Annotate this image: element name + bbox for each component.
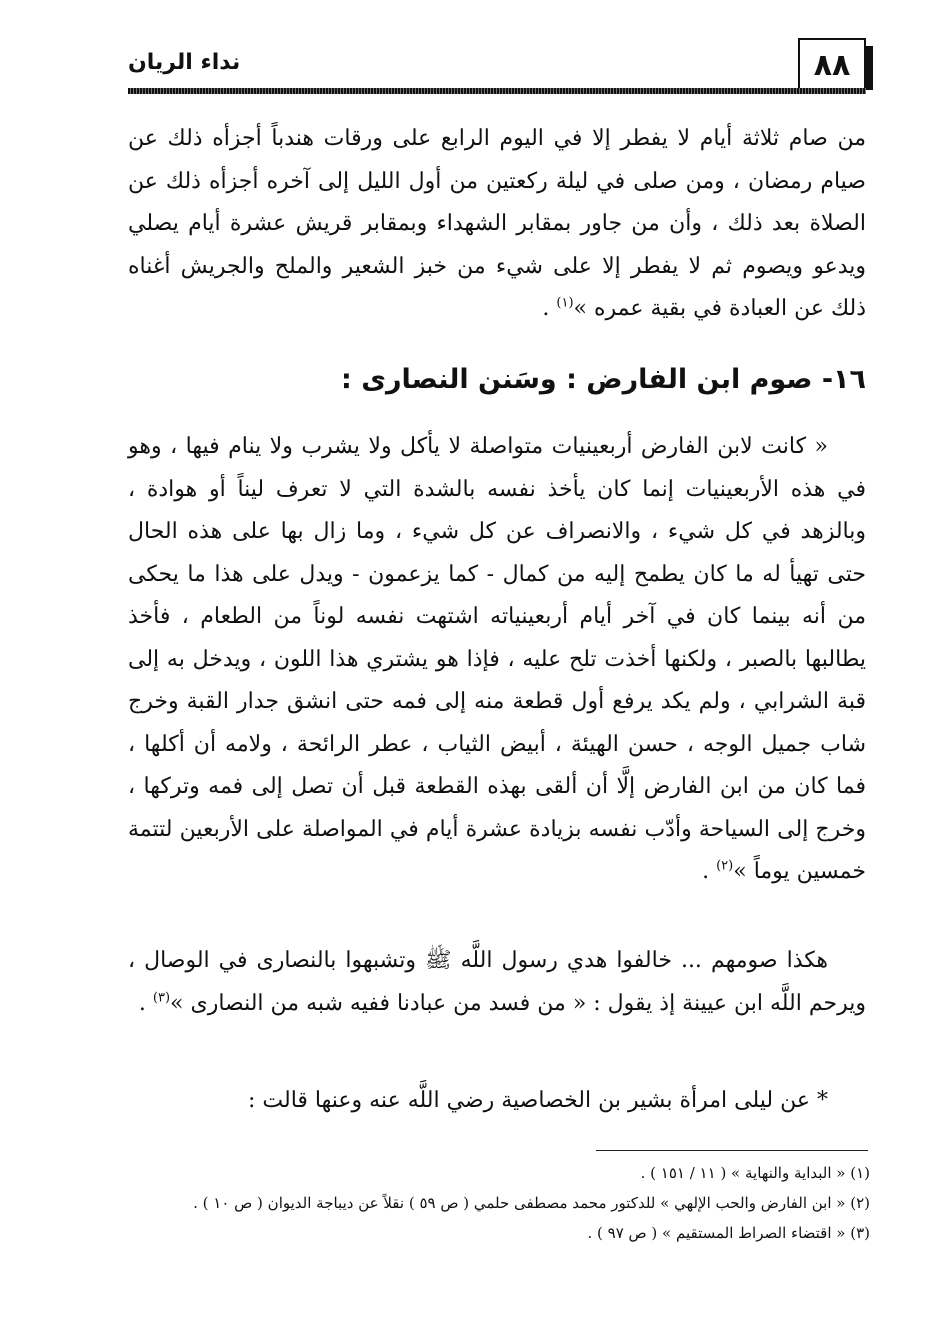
section-heading: ١٦- صوم ابن الفارض : وسَنن النصارى : [341,364,866,395]
header-rule [128,88,866,94]
running-title: نداء الريان [128,50,241,75]
paragraph-2-text: « كانت لابن الفارض أربعينيات متواصلة لا يأكل ولا يشرب ولا ينام فيها ، وهو في هذه الأربعينيات إنما كان يأخذ نفسه بالشدة التي لا تعرف ليناً أو هوادة ، وبالزهد في كل شيء ، والانصراف عن كل شيء ، وما زال بها على هذه الحال حتى تهيأ له ما كان يطمح إليه من كمال - كما يزعمون - ويدل على هذا ما يحكى من أنه بينما كان في آخر أيام أربعينياته اشتهت نفسه لوناً من الطعام ، فأخذ يطالبها بالصبر ، ولكنها أخذت تلح عليه ، فإذا هو يشتري هذا اللون ، ويدخل به إلى قبة الشرابي ، ولم يكد يرفع أول قطعة منه إلى فمه حتى انشق جدار القبة وخرج شاب جميل الوجه ، حسن الهيئة ، أبيض الثياب ، عطر الرائحة ، ولامه أن أكلها ، فما كان من ابن الفارض إلَّا أن ألقى بهذه القطعة قبل أن تصل إلى فمه وتركها ، وخرج إلى السياحة وأدّب نفسه بزيادة عشرة أيام في المواصلة على الأربعين لتتمة خمسين يوماً » [128,434,866,884]
footnote-ref-1[interactable]: (١) [556,295,574,311]
footnote-3: (٣) « اقتضاء الصراط المستقيم » ( ص ٩٧ ) . [587,1224,870,1242]
footnote-separator [596,1150,868,1151]
paragraph-1-text: من صام ثلاثة أيام لا يفطر إلا في اليوم الرابع على ورقات هندباً أجزأه ذلك عن صيام رمضان ، ومن صلى في ليلة ركعتين من أول الليل إلى آخره أجزأه ذلك عن الصلاة بعد ذلك ، وأن من جاور بمقابر الشهداء وبمقابر قريش عشرة أيام يصلي ويدعو ويصوم ثم لا يفطر إلا على شيء من خبز الشعير والملح والجريش أغناه ذلك عن العبادة في بقية عمره » [128,126,866,321]
footnote-ref-3[interactable]: (٣) [152,990,171,1006]
footnote-ref-2[interactable]: (٢) [716,858,734,874]
paragraph-4 [128,1080,866,1123]
paragraph-2-end: . [702,859,717,884]
paragraph-1 [128,118,866,331]
paragraph-1-end: . [542,296,557,321]
footnotes [128,1158,870,1248]
footnote-1: (١) « البداية والنهاية » ( ١١ / ١٥١ ) . [640,1164,870,1182]
paragraph-2 [128,426,866,894]
footnote-2: (٢) « ابن الفارض والحب الإلهي » للدكتور محمد مصطفى حلمي ( ص ٥٩ ) نقلاً عن ديباجة الديوان ( ص ١٠ ) . [193,1194,870,1212]
page-header [128,38,866,98]
paragraph-4-text: * عن ليلى امرأة بشير بن الخصاصية رضي اللَّه عنه وعنها قالت : [247,1088,828,1113]
paragraph-3 [128,940,866,1025]
paragraph-3-text: هكذا صومهم ... خالفوا هدي رسول اللَّه ﷺ وتشبهوا بالنصارى في الوصال ، ويرحم اللَّه ابن عيينة إذ يقول : « من فسد من عبادنا ففيه شبه من النصارى » [128,948,866,1016]
paragraph-3-end: . [138,990,153,1016]
page-number: ٨٨ [798,38,866,90]
